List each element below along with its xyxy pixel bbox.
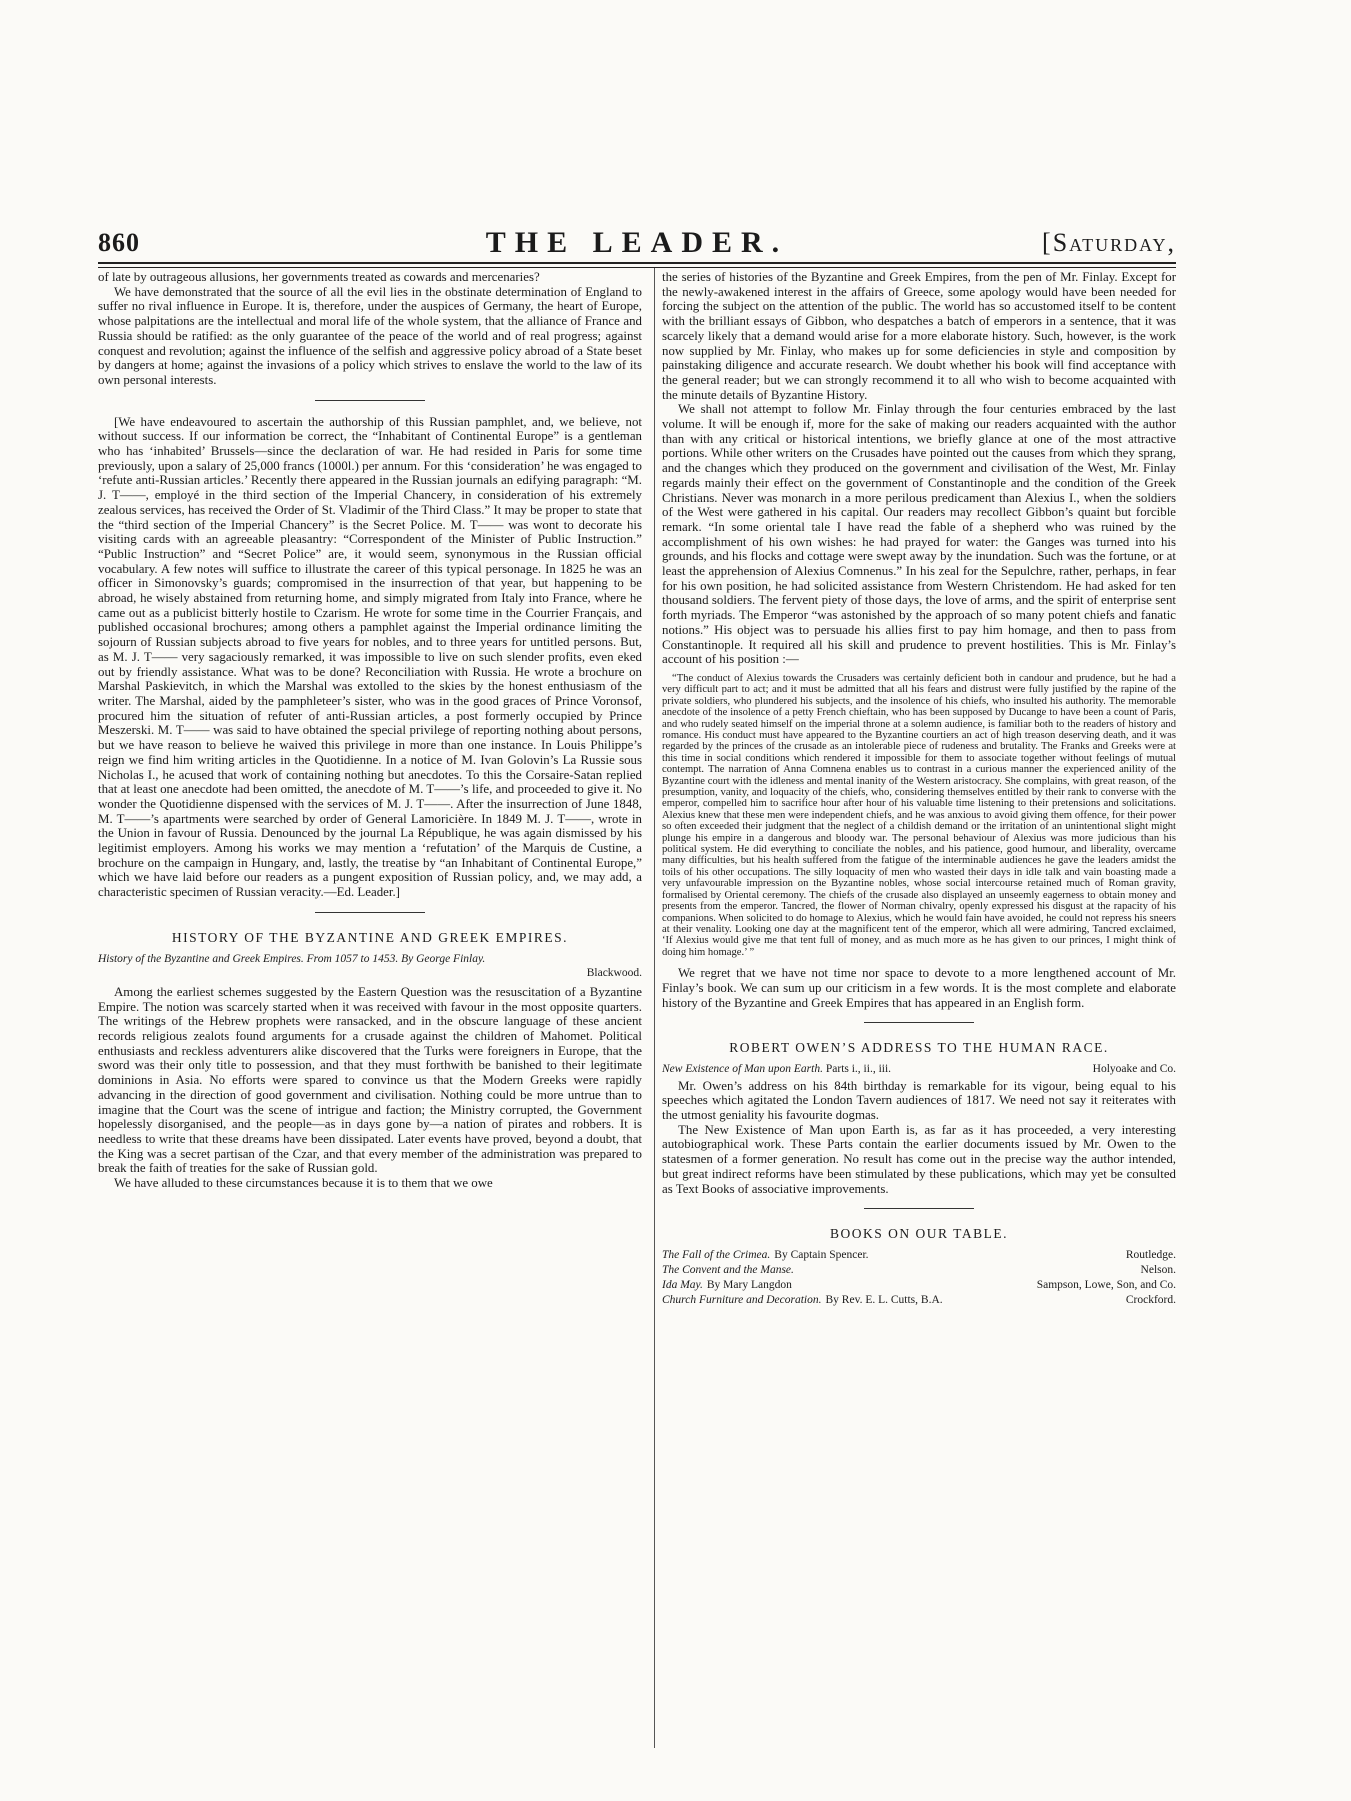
book-title: Church Furniture and Decoration.	[662, 1293, 822, 1306]
book-title: The Fall of the Crimea.	[662, 1248, 771, 1261]
header-rule	[98, 262, 1176, 268]
book-publisher: Sampson, Lowe, Son, and Co.	[1036, 1278, 1176, 1291]
books-heading: BOOKS ON OUR TABLE.	[830, 1226, 1008, 1242]
right-column	[662, 270, 1176, 1308]
section-rule	[864, 1208, 974, 1209]
page-number: 860	[98, 228, 140, 257]
owen-citation-title: New Existence of Man upon Earth.	[662, 1062, 823, 1075]
byzantine-heading: HISTORY OF THE BYZANTINE AND GREEK EMPIRES.	[171, 929, 569, 945]
owen-heading: ROBERT OWEN’S ADDRESS TO THE HUMAN RACE.	[729, 1040, 1109, 1056]
left-column	[98, 270, 642, 1191]
owen-citation-publisher: Holyoake and Co.	[1092, 1062, 1176, 1075]
list-item	[662, 1263, 1176, 1278]
quote-text: “The conduct of Alexius towards the Crusaders was certainly deficient both in candour and prudence, but he had a very difficult part to act; and it must be admitted that all his fears and distrust were fully justified by the rapine of the private soldiers, who plundered his subjects, and the insolence of his chiefs, who insulted his authority. The memorable anecdote of the insolence of a petty French chieftain, who has been supposed by Ducange to have been a count of Paris, and who rudely seated himself on the imperial throne at a solemn audience, is familiar both to the readers of history and romance. His conduct must have appeared to the Byzantine courtiers an act of high treason deserving death, and it was regarded by the princes of the crusade as an intolerable piece of rudeness and brutality. The Franks and Greeks were at this time in social conditions which rendered it impossible for them to associate together without feelings of mutual contempt. The narration of Anna Comnena enables us to contrast in a curious manner the experienced anility of the Byzantine court with the idleness and mental inanity of the Western aristocracy. She complains, with great reason, of the presumption, vanity, and loquacity of the chiefs, who, considering themselves entitled by their rank to converse with the emperor, compelled him to sacrifice hour after hour of his valuable time listening to their pretensions and solicitations. Alexius knew that these men were independent chiefs, and he was anxious to avoid giving them offence, for their power so often exceeded their judgment that the neglect of a childish demand or the irritation of an unintentional slight might plunge his empire in a dangerous and bloody war. The personal behaviour of Alexius was more judicious than his political system. He did everything to conciliate the nobles, and his patience, good humour, and liberality, overcame many difficulties, but his health suffered from the fatigue of the interminable audiences he gave the leaders amidst the toils of his other occupations. The silly loquacity of men who wasted their days in idle talk and vain boasting made a very unfavourable impression on the Byzantine nobles, whose social intercourse retained much of Roman gravity, formalised by Oriental ceremony. The chiefs of the crusade also displayed an unseemly eagerness to obtain money and presents from the emperor. Tancred, the flower of Norman chivalry, openly expressed his disgust at the rapacity of his companions. When solicited to do homage to Alexius, which he would fain have avoided, he could not repress his sneers at their venality. Looking one day at the magnificent tent of the emperor, which all were admiring, Tancred exclaimed, ‘If Alexius would give me that tent full of money, and as much more as he has given to our princes, I might think of doing him homage.’ ”	[662, 672, 1176, 958]
owen-citation-parts: Parts i., ii., iii.	[825, 1062, 892, 1075]
editor-note: [We have endeavoured to ascertain the authorship of this Russian pamphlet, and, we believe, not without success. If our information be correct, the “Inhabitant of Continental Europe” is a gentleman who has ‘inhabited’ Brussels—since the declaration of war. He had resided in Paris for some time previously, upon a salary of 25,000 francs (1000l.) per annum. For this ‘consideration’ he was engaged to ‘refute anti-Russian articles.’ Recently there appeared in the Russian journals an edifying paragraph: “M. J. T——, employé in the third section of the Imperial Chancery, in consideration of his extremely zealous services, has received the Order of St. Vladimir of the Third Class.” It may be proper to state that the “third section of the Imperial Chancery” is the Secret Police. M. T—— was wont to decorate his visiting cards with an agreeable pleasantry: “Correspondent of the Minister of Public Instruction.” “Public Instruction” and “Secret Police” are, it would seem, synonymous in the Russian official vocabulary. A few notes will suffice to illustrate the career of this typical personage. In 1825 he was an officer in Simonovsky’s guards; compromised in the insurrection of that year, but happening to be abroad, he wisely abstained from returning home, and simply migrated from Italy into France, where he came out as a publicist bitterly hostile to Czarism. He wrote for some time in the Courrier Français, and published occasional brochures; among others a pamphlet against the Imperial ordinance limiting the sojourn of Russian subjects abroad to five years for nobles, and to three years for untitled persons. But, as M. J. T—— very sagaciously remarked, it was impossible to live on such slender profits, even eked out by friendly assistance. What was to be done? Reconciliation with Russia. He wrote a brochure on Marshal Paskievitch, in which the Marshal was extolled to the skies by the honest enthusiasm of the writer. The Marshal, aided by the pamphleteer’s sister, who was in the good graces of Prince Voronsof, procured him the situation of refuter of anti-Russian articles, a post formerly occupied by Prince Meszerski. M. T—— was said to have obtained the special privilege of reporting nothing about persons, but we have reason to believe he waived this privilege in more than one instance. In Louis Philippe’s reign we find him writing articles in the Quotidienne. In a notice of M. Ivan Golovin’s La Russie sous Nicholas I., he acused that work of containing nothing but anecdotes. To this the Corsaire-Satan replied that at least one anecdote had been omitted, the anecdote of M. T——’s life, and proceeded to give it. No wonder the Quotidienne dispensed with the services of M. J. T——. After the insurrection of June 1848, M. T——’s apartments were searched by order of General Lamoricière. In 1849 M. J. T——, wrote in the Union in favour of Russia. Denounced by the journal La République, he was again dismissed by his legitimist employers. Among his works we may mention a ‘refutation’ of the Marquis de Custine, a brochure on the campaign in Hungary, and, lastly, the treatise by “an Inhabitant of Continental Europe,” which we have laid before our readers as a pungent exposition of Russian policy, and, we may add, a characteristic specimen of Russian veracity.—Ed. Leader.]	[98, 414, 642, 900]
byzantine-citation: History of the Byzantine and Greek Empires. From 1057 to 1453. By George Finlay.	[98, 952, 486, 965]
list-item	[662, 1293, 1176, 1308]
book-publisher: Routledge.	[1125, 1248, 1176, 1261]
newspaper-title: THE LEADER.	[485, 226, 789, 259]
paragraph: We regret that we have not time nor space to devote to a more lengthened account of Mr. Finlay’s book. We can sum up our criticism in a few words. It is the most complete and elaborate history of the Byzantine and Greek Empires that has appeared in an English form.	[662, 966, 1176, 1010]
paragraph: We shall not attempt to follow Mr. Finlay through the four centuries embraced by the last volume. It will be enough if, more for the sake of making our readers acquainted with the author than with any critical or historical intentions, we briefly glance at one of the most attractive portions. While other writers on the Crusades have pointed out the causes from which they sprang, and the changes which they produced on the government and civilisation of the West, Mr. Finlay regards mainly their effect on the government of Constantinople and the condition of the Greek Christians. Never was monarch in a more perilous predicament than Alexius I., when the soldiers of the West were gathered in his capital. Our readers may recollect Gibbon’s quaint but forcible remark. “In some oriental tale I have read the fable of a shepherd who was ruined by the accomplishment of his own wishes: he had prayed for water: the Ganges was turned into his grounds, and his flocks and cottage were swept away by the inundation. Such was the fortune, or at least the apprehension of Alexius Comnenus.” In his zeal for the Sepulchre, rather, perhaps, in fear for his own position, he had solicited assistance from Western Christendom. He had asked for ten thousand soldiers. The fervent piety of those days, the love of arms, and the spirit of enterprise sent forth myriads. The Emperor “was astonished by the approach of so many potent chiefs and fanatic notions.” His object was to persuade his allies first to pay him homage, and then to pass from Constantinople. It required all his skill and prudence to prevent hostilities. This is Mr. Finlay’s account of his position :—	[662, 402, 1176, 667]
section-rule	[315, 400, 425, 401]
books-list	[662, 1248, 1176, 1308]
list-item	[662, 1278, 1176, 1293]
book-title: Ida May.	[662, 1278, 703, 1291]
list-item	[662, 1248, 1176, 1263]
owen-citation	[662, 1062, 1176, 1077]
book-publisher: Nelson.	[1140, 1263, 1176, 1276]
book-publisher: Crockford.	[1125, 1293, 1176, 1306]
section-rule	[315, 912, 425, 913]
book-author: By Rev. E. L. Cutts, B.A.	[825, 1293, 943, 1306]
paragraph: We have demonstrated that the source of all the evil lies in the obstinate determination of England to suffer no rival influence in Europe. It is, therefore, under the auspices of Germany, the heart of Europe, whose palpitations are the intellectual and moral life of the whole system, that the alliance of France and Russia should be ratified: as the only guarantee of the peace of the world and of real progress; against conquest and revolution; against the influence of the selfish and aggressive policy abroad of a State beset by dangers at home; against the invasions of a policy which strives to enslave the world to the law of its own personal interests.	[98, 284, 642, 387]
book-title: The Convent and the Manse.	[662, 1263, 794, 1276]
block-quote	[662, 673, 1176, 958]
paragraph: Among the earliest schemes suggested by the Eastern Question was the resuscitation of a Byzantine Empire. The notion was scarcely started when it was received with favour in the most opposite quarters. The writings of the Hebrew prophets were ransacked, and in the obscure language of these ancient records religious zealots found arguments for a crusade against the children of Mahomet. Political enthusiasts and reckless adventurers alike discovered that the Turks were foreigners in Europe, that the sword was their only title to possession, and that they must forthwith be banished to their legitimate dominions in Asia. No efforts were spared to convince us that the Modern Greeks were rapidly advancing in the direction of good government and civilisation. Nothing could be more untrue than to imagine that the Court was the scene of intrigue and faction; the Ministry corrupted, the Government hopelessly disorganised, and the people—as in days gone by—a nation of pirates and robbers. It is needless to write that these dreams have been dissipated. Later events have proved, beyond a doubt, that the King was a secret partisan of the Czar, and that every member of the administration was prepared to break the faith of treaties for the sake of Russian gold.	[98, 984, 642, 1176]
section-rule	[864, 1022, 974, 1023]
page-header	[98, 226, 1176, 260]
issue-day: [Saturday,	[1042, 228, 1176, 257]
book-author: By Mary Langdon	[706, 1278, 792, 1291]
byzantine-publisher: Blackwood.	[586, 967, 642, 980]
paragraph: We have alluded to these circumstances because it is to them that we owe	[114, 1176, 493, 1191]
column-divider	[654, 268, 655, 1748]
paragraph: of late by outrageous allusions, her governments treated as cowards and mercenaries?	[98, 270, 540, 284]
paragraph: the series of histories of the Byzantine and Greek Empires, from the pen of Mr. Finlay. Except for the newly-awakened interest in the affairs of Greece, some apology would have been needed for forcing the subject on the attention of the public. The world has so accustomed itself to be content with the brilliant essays of Gibbon, who despatches a batch of emperors in a sentence, that it was scarcely likely that a demand would arise for a more elaborate history. Such, however, is the work now supplied by Mr. Finlay, who makes up for some deficiencies in style and composition by painstaking diligence and accurate research. We doubt whether his book will find acceptance with the general reader; but we can strongly recommend it to all who wish to become acquainted with the minute details of Byzantine History.	[662, 270, 1176, 402]
byzantine-citation-line	[98, 952, 642, 967]
book-author: By Captain Spencer.	[774, 1248, 869, 1261]
paragraph: Mr. Owen’s address on his 84th birthday is remarkable for its vigour, being equal to his speeches which agitated the London Tavern audiences of 1817. We need not say it reiterates with the utmost geniality his favourite dogmas.	[662, 1078, 1176, 1123]
paragraph: The New Existence of Man upon Earth is, as far as it has proceeded, a very interesting autobiographical work. These Parts contain the earlier documents issued by Mr. Owen to the statesmen of a former generation. No result has come out in the precise way the author intended, but great indirect reforms have been stimulated by these publications, which may yet be consulted as Text Books of associative improvements.	[662, 1122, 1176, 1196]
